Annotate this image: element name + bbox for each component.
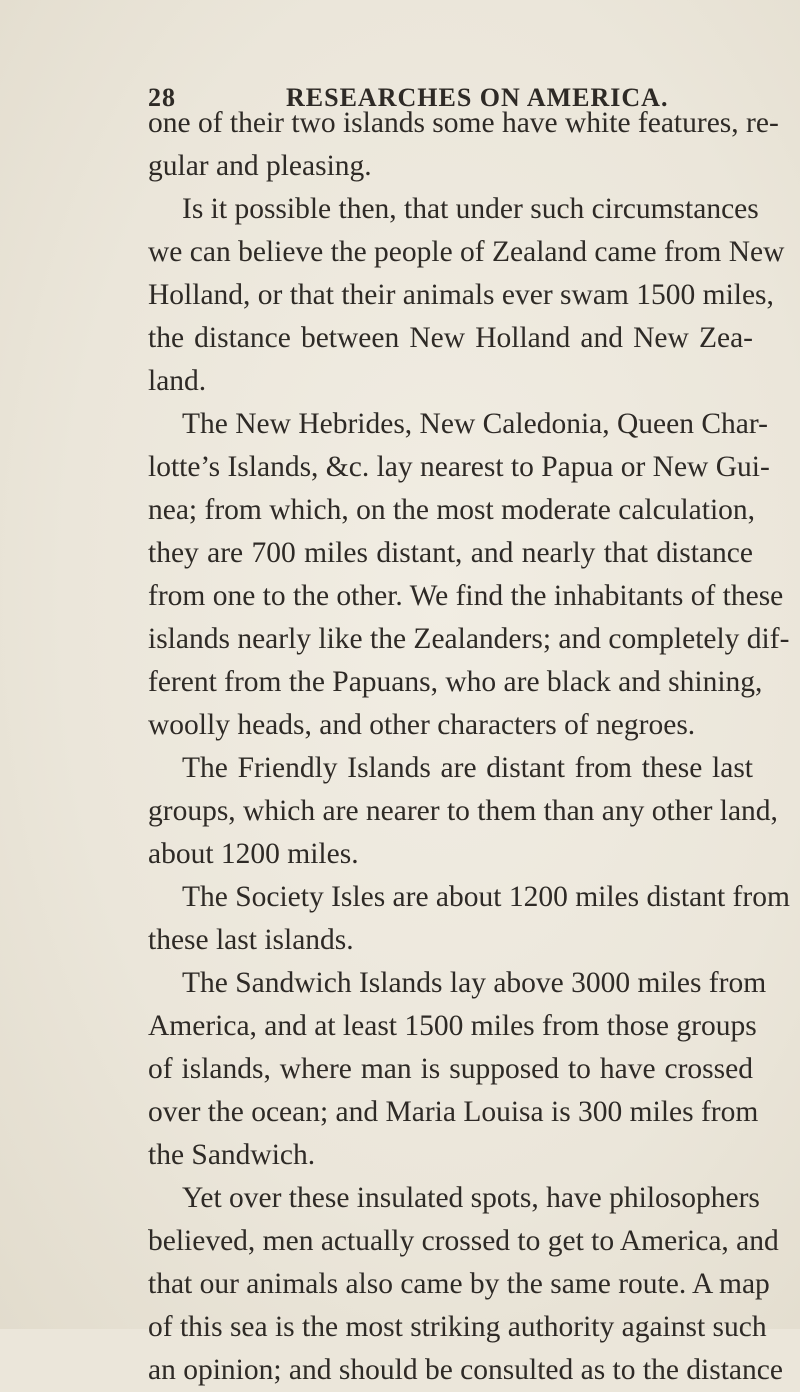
paragraph xyxy=(148,188,785,403)
text-line: lotte’s Islands, &c. lay nearest to Papua or New Gui- xyxy=(148,451,770,483)
paragraph xyxy=(148,747,778,876)
text-line: Yet over these insulated spots, have philosophers xyxy=(182,1182,760,1214)
text-line: Holland, or that their animals ever swam 1500 miles, xyxy=(148,279,774,311)
text-line: over the ocean; and Maria Louisa is 300 miles from xyxy=(148,1096,759,1128)
text-line: The Friendly Islands are distant from these last xyxy=(182,752,753,784)
page-number: 28 xyxy=(148,83,176,112)
paragraph xyxy=(148,876,790,962)
text-line: that our animals also came by the same route. A map xyxy=(148,1268,770,1300)
text-line: of islands, where man is supposed to have crossed xyxy=(148,1053,753,1085)
text-line: America, and at least 1500 miles from those groups xyxy=(148,1010,757,1042)
text-line: about 1200 miles. xyxy=(148,838,359,870)
text-line: The Society Isles are about 1200 miles distant from xyxy=(182,881,790,913)
text-line: the Sandwich. xyxy=(148,1139,316,1171)
text-line: the distance between New Holland and New Zea- xyxy=(148,322,753,354)
text-line: woolly heads, and other characters of negroes. xyxy=(148,709,696,741)
paragraph xyxy=(148,403,790,747)
text-line: The New Hebrides, New Caledonia, Queen Char- xyxy=(182,408,768,440)
text-line: from one to the other. We find the inhabitants of these xyxy=(148,580,784,612)
text-line: ferent from the Papuans, who are black and shining, xyxy=(148,666,763,698)
text-line: of this sea is the most striking authority against such xyxy=(148,1311,767,1343)
text-line: gular and pleasing. xyxy=(148,150,372,182)
text-line: groups, which are nearer to them than any other land, xyxy=(148,795,778,827)
text-line: nea; from which, on the most moderate calculation, xyxy=(148,494,756,526)
text-line: these last islands. xyxy=(148,924,354,956)
text-line: one of their two islands some have white features, re- xyxy=(148,107,779,139)
paragraph xyxy=(148,102,779,188)
text-line: The Sandwich Islands lay above 3000 miles from xyxy=(182,967,767,999)
text-line: land. xyxy=(148,365,207,397)
paragraph xyxy=(148,1177,783,1392)
text-line: they are 700 miles distant, and nearly that distance xyxy=(148,537,753,569)
body-text xyxy=(148,102,790,1392)
paragraph xyxy=(148,962,767,1177)
text-line: an opinion; and should be consulted as to the distance xyxy=(148,1354,783,1386)
text-line: islands nearly like the Zealanders; and completely dif- xyxy=(148,623,790,655)
text-line: we can believe the people of Zealand came from New xyxy=(148,236,785,268)
text-line: believed, men actually crossed to get to America, and xyxy=(148,1225,779,1257)
text-line: Is it possible then, that under such circumstances xyxy=(182,193,759,225)
running-title: RESEARCHES ON AMERICA. xyxy=(286,83,669,112)
